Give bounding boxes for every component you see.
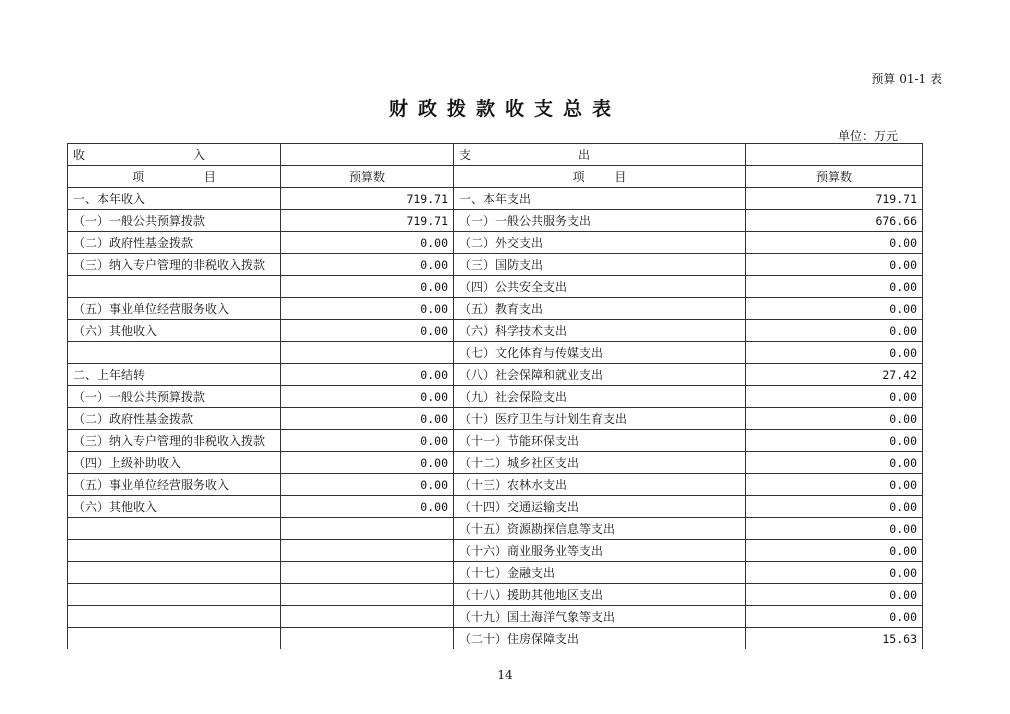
expense-item-cell: （五）教育支出 — [454, 298, 746, 320]
expense-item-cell: （一）一般公共服务支出 — [454, 210, 746, 232]
income-item-cell: （一）一般公共预算拨款 — [68, 210, 281, 232]
income-item-cell: （六）其他收入 — [68, 496, 281, 518]
expense-amount-cell: 0.00 — [746, 474, 923, 496]
expense-amount-cell: 0.00 — [746, 386, 923, 408]
expense-item-header — [454, 166, 746, 188]
page-number: 14 — [497, 668, 513, 682]
expense-amount-cell: 27.42 — [746, 364, 923, 386]
expense-item-cell: （十四）交通运输支出 — [454, 496, 746, 518]
income-item-cell: （三）纳入专户管理的非税收入拨款 — [68, 430, 281, 452]
expense-item-cell: （十一）节能环保支出 — [454, 430, 746, 452]
expense-amount-cell: 0.00 — [746, 430, 923, 452]
expense-item-cell: （八）社会保障和就业支出 — [454, 364, 746, 386]
expense-amount-cell: 0.00 — [746, 562, 923, 584]
income-item-cell — [68, 342, 281, 364]
table-row — [68, 364, 923, 386]
expense-header-b: 出 — [577, 148, 590, 162]
income-item-cell: （六）其他收入 — [68, 320, 281, 342]
expense-item-cell: 一、本年支出 — [454, 188, 746, 210]
income-item-cell: （二）政府性基金拨款 — [68, 408, 281, 430]
income-item-cell — [68, 518, 281, 540]
expense-amount-cell: 0.00 — [746, 254, 923, 276]
income-item-header-b: 目 — [203, 170, 216, 184]
fiscal-summary-table — [67, 143, 923, 649]
income-amount-cell: 719.71 — [281, 188, 454, 210]
income-item-cell: （一）一般公共预算拨款 — [68, 386, 281, 408]
income-item-cell — [68, 276, 281, 298]
expense-header — [454, 144, 746, 166]
expense-amount-cell: 0.00 — [746, 606, 923, 628]
page-title: 财政拨款收支总表 — [388, 98, 621, 120]
expense-amount-cell: 0.00 — [746, 232, 923, 254]
expense-item-cell: （九）社会保险支出 — [454, 386, 746, 408]
table-row — [68, 430, 923, 452]
expense-item-cell: （二十）住房保障支出 — [454, 628, 746, 650]
expense-amount-cell: 0.00 — [746, 276, 923, 298]
income-item-cell: 二、上年结转 — [68, 364, 281, 386]
expense-amount-cell: 0.00 — [746, 496, 923, 518]
expense-item-cell: （十二）城乡社区支出 — [454, 452, 746, 474]
income-amount-cell: 0.00 — [281, 298, 454, 320]
table-row — [68, 232, 923, 254]
table-row — [68, 342, 923, 364]
table-row — [68, 474, 923, 496]
expense-amount-cell: 0.00 — [746, 408, 923, 430]
unit-label: 单位：万元 — [838, 129, 899, 143]
header-row-2 — [68, 166, 923, 188]
expense-item-cell: （十五）资源勘探信息等支出 — [454, 518, 746, 540]
income-item-cell — [68, 562, 281, 584]
income-amount-cell: 0.00 — [281, 408, 454, 430]
income-amount-cell: 719.71 — [281, 210, 454, 232]
income-header-a: 收 — [73, 148, 86, 162]
expense-amount-cell: 0.00 — [746, 452, 923, 474]
expense-item-cell: （三）国防支出 — [454, 254, 746, 276]
income-item-cell — [68, 606, 281, 628]
income-amount-cell: 0.00 — [281, 232, 454, 254]
expense-item-cell: （十七）金融支出 — [454, 562, 746, 584]
table-row — [68, 518, 923, 540]
table-row — [68, 276, 923, 298]
income-header-blank — [281, 144, 454, 166]
expense-item-cell: （十九）国土海洋气象等支出 — [454, 606, 746, 628]
expense-item-header-a: 项 — [572, 170, 585, 184]
expense-amount-cell: 0.00 — [746, 320, 923, 342]
table-row — [68, 452, 923, 474]
table-row — [68, 562, 923, 584]
income-header — [68, 144, 281, 166]
expense-amount-cell: 0.00 — [746, 540, 923, 562]
header-row-1 — [68, 144, 923, 166]
table-row — [68, 298, 923, 320]
table-code-label: 预算 01-1 表 — [871, 72, 942, 86]
table-row — [68, 254, 923, 276]
income-amount-cell: 0.00 — [281, 254, 454, 276]
income-item-header-a: 项 — [132, 170, 145, 184]
table-row — [68, 628, 923, 650]
table-row — [68, 408, 923, 430]
income-amount-cell — [281, 606, 454, 628]
table-row — [68, 320, 923, 342]
income-header-b: 入 — [192, 148, 205, 162]
income-amount-cell — [281, 628, 454, 650]
table-row — [68, 496, 923, 518]
income-amount-cell: 0.00 — [281, 452, 454, 474]
income-amount-cell: 0.00 — [281, 364, 454, 386]
income-item-header — [68, 166, 281, 188]
income-amount-cell: 0.00 — [281, 430, 454, 452]
expense-amount-cell: 676.66 — [746, 210, 923, 232]
income-item-cell: 一、本年收入 — [68, 188, 281, 210]
expense-header-blank — [746, 144, 923, 166]
expense-item-cell: （七）文化体育与传媒支出 — [454, 342, 746, 364]
income-amount-cell: 0.00 — [281, 496, 454, 518]
expense-item-cell: （二）外交支出 — [454, 232, 746, 254]
table-row — [68, 210, 923, 232]
expense-amount-cell: 0.00 — [746, 584, 923, 606]
income-item-cell: （四）上级补助收入 — [68, 452, 281, 474]
income-amount-cell — [281, 342, 454, 364]
expense-amount-cell: 15.63 — [746, 628, 923, 650]
income-amount-cell — [281, 584, 454, 606]
table-row — [68, 188, 923, 210]
income-item-cell: （二）政府性基金拨款 — [68, 232, 281, 254]
expense-item-cell: （六）科学技术支出 — [454, 320, 746, 342]
expense-item-cell: （十八）援助其他地区支出 — [454, 584, 746, 606]
income-amount-cell: 0.00 — [281, 386, 454, 408]
expense-amount-cell: 0.00 — [746, 298, 923, 320]
income-item-cell — [68, 584, 281, 606]
expense-header-a: 支 — [459, 148, 472, 162]
expense-item-cell: （十三）农林水支出 — [454, 474, 746, 496]
table-row — [68, 386, 923, 408]
income-budget-header: 预算数 — [281, 166, 454, 188]
expense-budget-header: 预算数 — [746, 166, 923, 188]
expense-amount-cell: 719.71 — [746, 188, 923, 210]
expense-amount-cell: 0.00 — [746, 342, 923, 364]
table-row — [68, 606, 923, 628]
expense-item-cell: （十）医疗卫生与计划生育支出 — [454, 408, 746, 430]
income-amount-cell: 0.00 — [281, 320, 454, 342]
table-row — [68, 540, 923, 562]
expense-item-cell: （十六）商业服务业等支出 — [454, 540, 746, 562]
income-item-cell: （三）纳入专户管理的非税收入拨款 — [68, 254, 281, 276]
table-row — [68, 584, 923, 606]
expense-item-cell: （四）公共安全支出 — [454, 276, 746, 298]
income-amount-cell: 0.00 — [281, 276, 454, 298]
income-item-cell: （五）事业单位经营服务收入 — [68, 298, 281, 320]
income-amount-cell — [281, 562, 454, 584]
income-item-cell: （五）事业单位经营服务收入 — [68, 474, 281, 496]
income-item-cell — [68, 628, 281, 650]
income-amount-cell — [281, 540, 454, 562]
income-item-cell — [68, 540, 281, 562]
income-amount-cell — [281, 518, 454, 540]
income-amount-cell: 0.00 — [281, 474, 454, 496]
expense-item-header-b: 目 — [614, 170, 627, 184]
expense-amount-cell: 0.00 — [746, 518, 923, 540]
